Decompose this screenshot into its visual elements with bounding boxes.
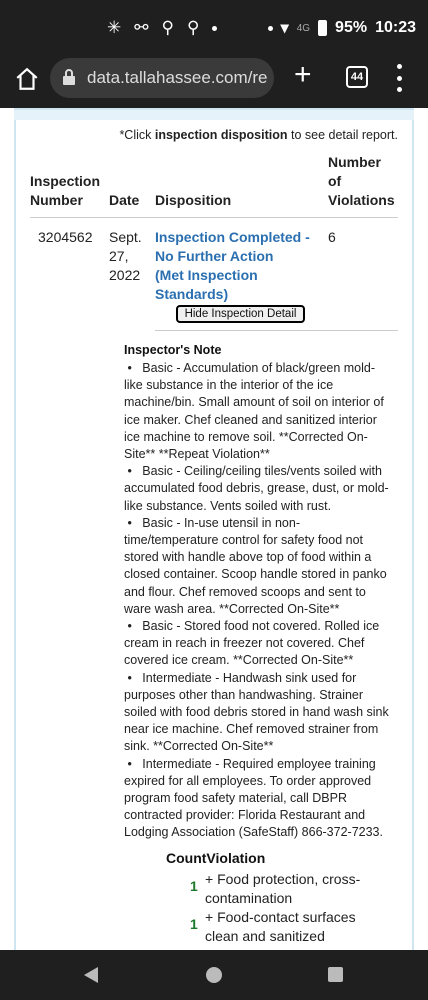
status-bar [0,0,428,58]
wifi-icon: ▾ [280,20,289,37]
inspector-note-item: • Intermediate - Required employee training expired for all employees. To order approved program food safety material, call DBPR contracted provider: Florida Restaurant and Lodging Association (SafeStaff) 866-372-7233. [124,756,383,840]
inspector-note-item: • Basic - Accumulation of black/green mold-like substance in the interior of the ice machine/bin. Small amount of soil on interior of ice maker. Chef cleaned and sanitized interior ice machine to remove soil. **Corrected On-Site** **Repeat Violation** [124,361,384,462]
url-text: data.tallahassee.com/re [87,68,268,87]
header-disposition: Disposition [155,192,232,208]
inspection-disposition-link[interactable]: Inspection Completed - No Further Action (Met Inspection Standards) [155,229,310,302]
battery-icon [318,20,327,36]
inspector-note-item: • Basic - In-use utensil in non-time/temperature control for safety food not stored with handle above top of food within a closed container. Scoop handle stored in panko and flour. Chef removed scoops and sent to ware wash area. **Corrected On-Site** [124,515,387,616]
browser-toolbar [0,58,428,108]
tab-switcher-button[interactable]: 44 [346,66,368,88]
hide-inspection-detail-button[interactable]: Hide Inspection Detail [176,305,305,323]
location-pin-icon: ⚲ [186,18,200,37]
new-tab-button[interactable]: + [294,58,312,91]
header-inspection-number: Inspection Number [30,173,101,208]
recent-apps-icon[interactable] [328,967,343,982]
web-content [0,108,428,950]
signal-icon: 4G [296,22,311,34]
inspector-notes-list [124,360,390,842]
date-cell: Sept. 27, 2022 [109,229,142,283]
system-navigation-bar [0,950,428,1000]
header-violations: Number of Violations [328,154,395,208]
voicemail-icon: ⚯ [134,18,149,37]
header-divider [30,217,398,218]
header-date: Date [109,192,140,208]
clock: 10:23 [375,19,416,36]
violation-text: + Food protection, cross-contamination [205,871,361,906]
location-pin-icon: ⚲ [161,18,174,37]
battery-percent: 95% [335,19,368,36]
frame-header-strip [14,108,414,120]
row-divider [155,330,398,331]
sparkle-icon: ✳ [107,18,122,37]
notification-icons [107,18,217,38]
inspector-note-item: • Basic - Stored food not covered. Rolled ice cream in reach in freezer not covered. Chef covered ice cream. **Corrected On-Site** [124,619,380,668]
count-violation-header: CountViolation [166,850,266,866]
inspector-note-item: • Basic - Ceiling/ceiling tiles/vents soiled with accumulated food debris, grease, dust, or mold-like substance. Vents soiled with rust. [124,464,389,513]
address-bar[interactable] [50,58,274,98]
overflow-menu-button[interactable] [395,64,403,92]
home-icon[interactable] [14,66,40,92]
violation-text: + Food-contact surfaces clean and sanitized [205,909,356,944]
back-icon[interactable] [84,967,98,983]
more-notifications-dot [212,26,217,31]
violations-count-cell: 6 [328,229,336,245]
system-icons [268,18,416,38]
violation-count: 1 [190,916,198,932]
click-instruction-note: *Click inspection disposition to see detail report. [119,128,398,142]
home-circle-icon[interactable] [206,967,222,983]
violation-count: 1 [190,878,198,894]
lock-icon [62,69,76,85]
inspection-number-cell: 3204562 [38,229,93,245]
inspector-note-title: Inspector's Note [124,343,222,357]
notification-dot [268,26,273,31]
inspector-note-item: • Intermediate - Handwash sink used for purposes other than handwashing. Strainer soiled with food debris stored in hand wash sink near ice machine. Chef removed strainer from sink. **Corrected On-Site** [124,670,389,754]
